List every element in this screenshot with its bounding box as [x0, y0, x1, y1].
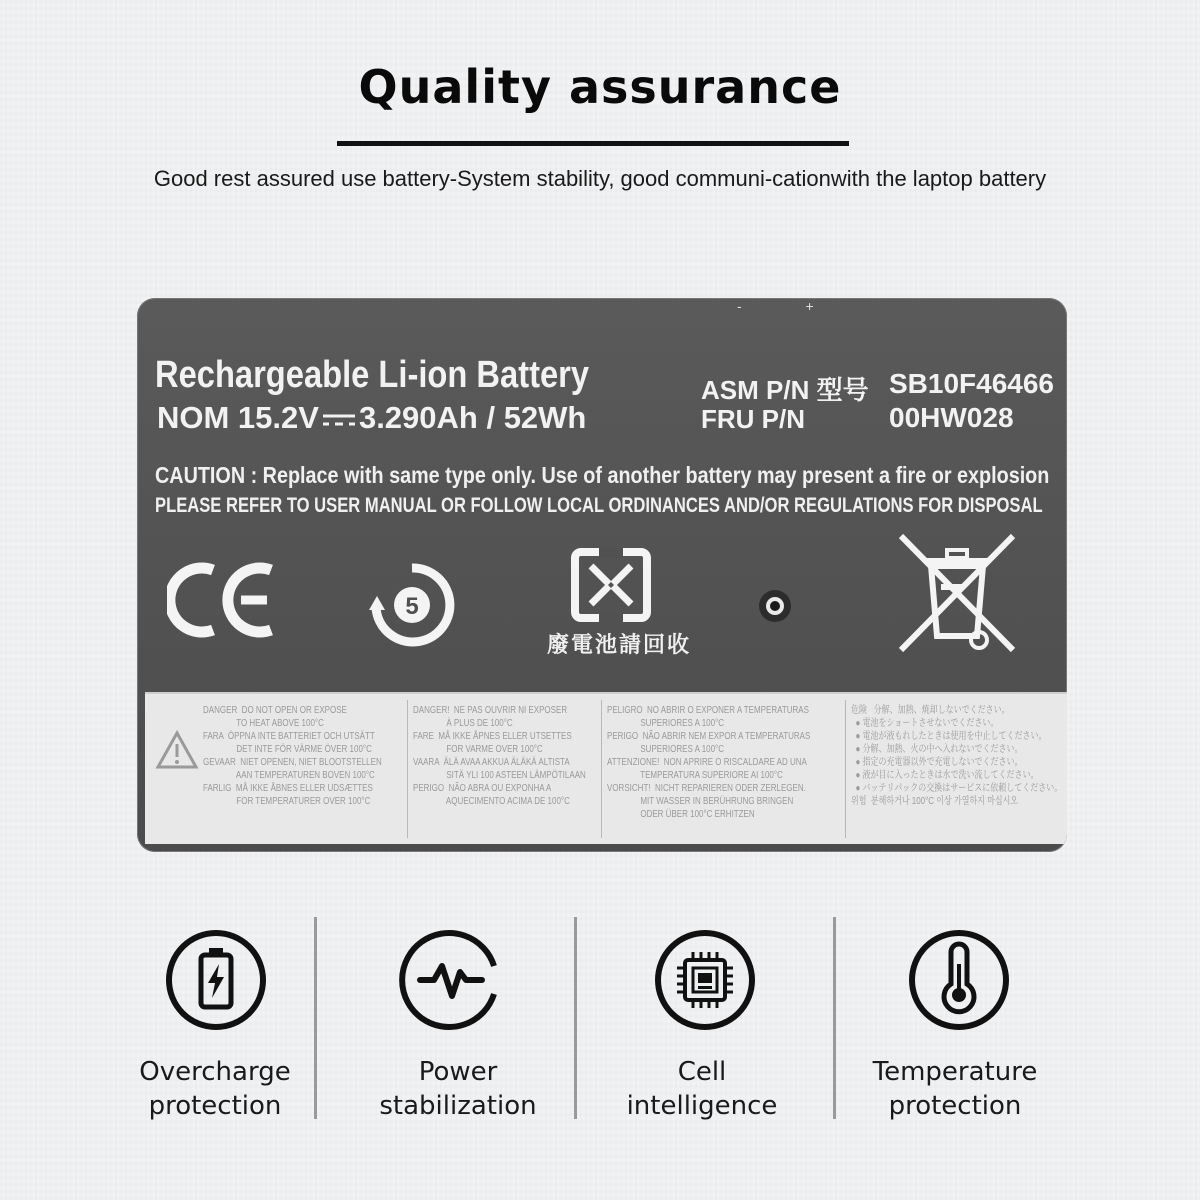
chip-icon	[653, 928, 757, 1032]
svg-text:5: 5	[405, 593, 419, 620]
warning-divider	[845, 700, 846, 838]
caution-line-2: PLEASE REFER TO USER MANUAL OR FOLLOW LOCAL ORDINANCES AND/OR REGULATIONS FOR DISPOSAL	[155, 494, 1043, 517]
fru-pn-label: FRU P/N	[701, 404, 805, 434]
feature-label-line: protection	[888, 1091, 1022, 1121]
battery-type: Rechargeable Li-ion Battery	[155, 354, 590, 396]
warning-divider	[601, 700, 602, 838]
eco-5-year-icon	[367, 560, 457, 650]
caution-line-1: CAUTION : Replace with same type only. Use of another battery may present a fire or explosion	[155, 462, 1050, 488]
warning-triangle-icon	[155, 730, 199, 770]
battery-recycle-icon	[569, 546, 653, 624]
thermometer-icon	[907, 928, 1011, 1032]
warning-column-3: PELIGRO NO ABRIR O EXPONER A TEMPERATURAS SUPERIORES A 100°C PERIGO NÃO ABRIR NEM EXPOR A TEMPERATURAS SUPERIORES A 100°C ATTENZIONE! NON APRIRE O RISCALDARE AD UNA TEMPERATURA SUPERIORE AI 100°C VORSICHT! NICHT REPARIEREN ODER ZERLEGEN. MIT WASSER IN BERÜHRUNG BRINGEN ODER ÜBER 100°C ERHITZEN	[607, 705, 811, 820]
battery-nominal-voltage: NOM 15.2V	[157, 400, 319, 435]
feature-divider	[833, 917, 836, 1119]
warning-divider	[407, 700, 408, 838]
feature-label-line: protection	[148, 1091, 282, 1121]
recycle-battery-text: 廢電池請回收	[547, 632, 692, 657]
battery-capacity: 3.290Ah / 52Wh	[358, 400, 587, 435]
crossed-bin-icon	[889, 532, 1025, 662]
page-subtitle: Good rest assured use battery-System stability, good communi-cationwith the laptop battery	[153, 166, 1047, 191]
asm-pn-label: ASM P/N 型号	[701, 375, 869, 405]
battery-label-photo	[137, 298, 1067, 852]
pulse-wave-icon	[398, 928, 502, 1032]
multilingual-warning-panel	[145, 692, 1067, 844]
warning-column-4: 危険 分解、加熱、焼却しないでください。 ● 電池をショートさせないでください。 ● 電池が液もれしたときは使用を中止してください。 ● 分解、加熱、火の中へ入れないでください。 ● 指定の充電器以外で充電しないでください。 ● 液が目に入ったときは水で洗い流してください。 ● バッテリパックの交換はサービスに依頼してください。 위험 분해하거나 100°C 이상 가열하지 마십시오	[851, 705, 1063, 807]
warning-column-2: DANGER! NE PAS OUVRIR NI EXPOSER À PLUS DE 100°C FARE MÅ IKKE ÅPNES ELLER UTSETTES FOR VARME OVER 100°C VAARA ÄLÄ AVAA AKKUA ÄLÄKÄ ALTISTA SITÄ YLI 100 ASTEEN LÄMPÖTILAAN PERIGO NÃO ABRA OU EXPONHA A AQUECIMENTO ACIMA DE 100°C	[413, 705, 586, 807]
feature-label-line: Overcharge	[139, 1057, 291, 1087]
ce-mark-icon	[167, 560, 277, 640]
feature-label-line: stabilization	[379, 1091, 537, 1121]
feature-label-power	[348, 1055, 568, 1123]
terminal-marks: - +	[737, 298, 844, 314]
feature-label-line: intelligence	[626, 1091, 778, 1121]
feature-label-line: Power	[418, 1057, 498, 1087]
page-title: Quality assurance	[358, 60, 842, 114]
mounting-hole	[757, 588, 793, 624]
battery-bolt-icon	[164, 928, 268, 1032]
feature-label-line: Temperature	[872, 1057, 1038, 1087]
asm-pn-value: SB10F46466	[889, 368, 1055, 399]
feature-label-cell	[592, 1055, 812, 1123]
battery-rating	[157, 400, 586, 436]
feature-divider	[574, 917, 577, 1119]
fru-pn-value: 00HW028	[889, 402, 1014, 433]
title-underline	[337, 141, 849, 146]
dc-symbol-icon	[321, 410, 357, 430]
feature-label-temperature	[845, 1055, 1065, 1123]
feature-label-line: Cell	[677, 1057, 727, 1087]
feature-label-overcharge	[105, 1055, 325, 1123]
warning-column-1: DANGER DO NOT OPEN OR EXPOSE TO HEAT ABOVE 100°C FARA ÖPPNA INTE BATTERIET OCH UTSÄTT DET INTE FÖR VÄRME ÖVER 100°C GEVAAR NIET OPENEN, NIET BLOOTSTELLEN AAN TEMPERATUREN BOVEN 100°C FARLIG MÅ IKKE ÅBNES ELLER UDSÆTTES FOR TEMPERATURER OVER 100°C	[203, 705, 382, 807]
